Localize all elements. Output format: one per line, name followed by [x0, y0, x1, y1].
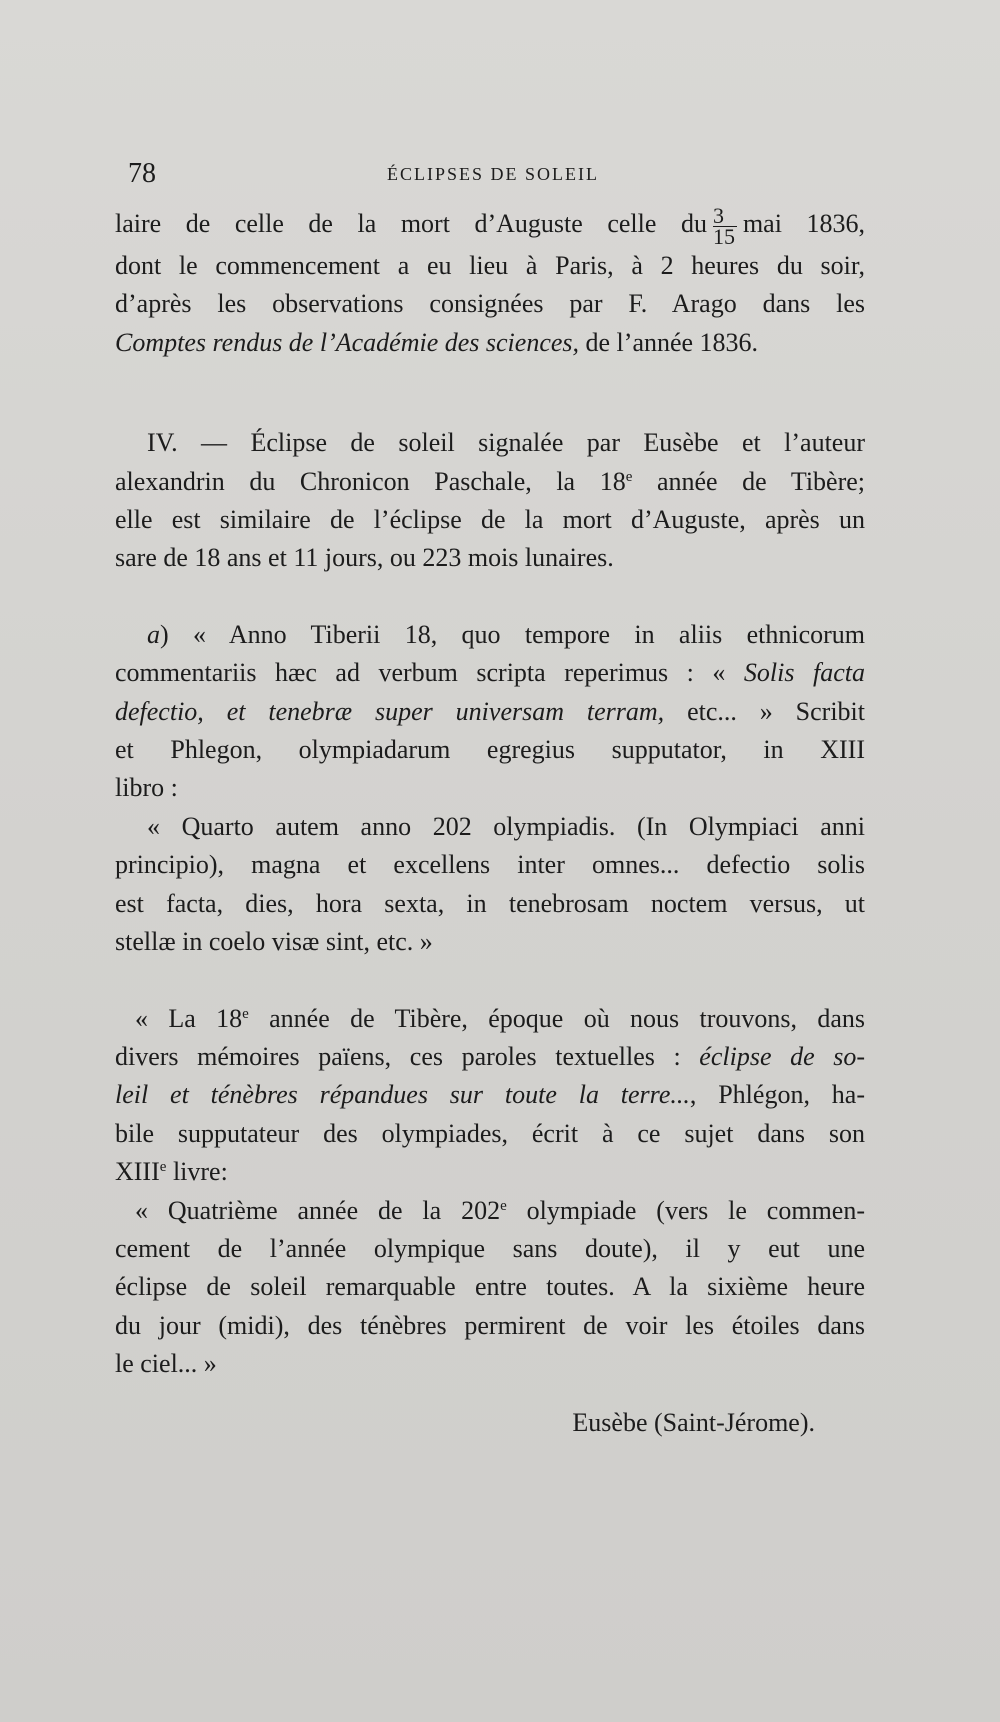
page-header: [128, 158, 858, 198]
translation-line: « Quatrième année de la 202e olympiade (vers le commen-: [135, 1195, 865, 1225]
fraction: $\frac{3}{15}$: [712, 203, 735, 249]
translation-line: XIIIe livre:: [115, 1157, 228, 1187]
text-line: Comptes rendus de l’Académie des sciences, de l’année 1836.: [115, 327, 759, 357]
quote-line: est facta, dies, hora sexta, in tenebrosam noctem versus, ut: [115, 888, 865, 918]
text-line: elle est similaire de l’éclipse de la mort d’Auguste, après un: [115, 505, 865, 535]
translation-line: du jour (midi), des ténèbres permirent de voir les étoiles dans: [115, 1310, 865, 1340]
text-line: a) « Anno Tiberii 18, quo tempore in aliis ethnicorum: [147, 619, 865, 649]
translation-line: divers mémoires païens, ces paroles textuelles : éclipse de so-: [115, 1041, 865, 1071]
translation-line: cement de l’année olympique sans doute), il y eut une: [115, 1233, 865, 1263]
text-line: alexandrin du Chronicon Paschale, la 18e année de Tibère;: [115, 466, 866, 496]
quote-line: stellæ in coelo visæ sint, etc. »: [115, 927, 433, 957]
translation-line: bile supputateur des olympiades, écrit à ce sujet dans son: [115, 1118, 865, 1148]
text-line: laire de celle de la mort d’Auguste celle du $\frac{3}{15}$ mai 1836,: [115, 203, 865, 249]
text-line: defectio, et tenebræ super universam terram, etc... » Scribit: [115, 696, 865, 726]
signature: Eusèbe (Saint-Jérome).: [572, 1407, 815, 1437]
translation-line: le ciel... »: [115, 1349, 217, 1379]
running-title: ÉCLIPSES DE SOLEIL: [386, 164, 599, 184]
text-line: libro :: [115, 773, 178, 803]
text-line: d’après les observations consignées par F. Arago dans les: [115, 289, 865, 319]
text-line: commentariis hæc ad verbum scripta reperimus : « Solis facta: [115, 658, 865, 688]
text-line: sare de 18 ans et 11 jours, ou 223 mois lunaires.: [115, 543, 614, 573]
text-line: et Phlegon, olympiadarum egregius supputator, in XIII: [115, 735, 865, 765]
translation-line: éclipse de soleil remarquable entre toutes. A la sixième heure: [115, 1272, 865, 1302]
translation-line: leil et ténèbres répandues sur toute la terre..., Phlégon, ha-: [115, 1080, 865, 1110]
quote-line: « Quarto autem anno 202 olympiadis. (In Olympiaci anni: [147, 811, 865, 841]
quote-line: principio), magna et excellens inter omnes... defectio solis: [115, 850, 865, 880]
translation-line: « La 18e année de Tibère, époque où nous trouvons, dans: [135, 1003, 865, 1033]
section-heading-line: IV. — Éclipse de soleil signalée par Eusèbe et l’auteur: [147, 428, 865, 458]
page-body: [115, 205, 865, 1442]
text-line: dont le commencement a eu lieu à Paris, à 2 heures du soir,: [115, 251, 865, 280]
page-number: 78: [128, 158, 156, 189]
